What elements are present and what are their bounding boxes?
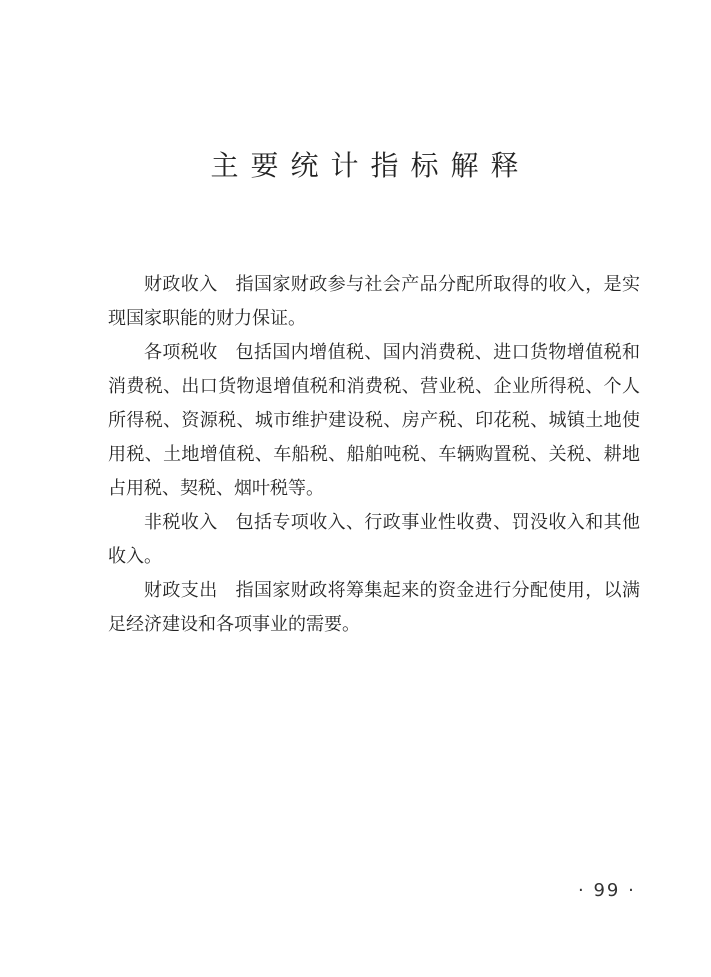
page-number: · 99 ·: [578, 880, 636, 901]
definition-term: 各项税收: [144, 342, 218, 363]
definition-text: 包括专项收入、行政事业性收费、罚没收入和其他收入。: [108, 512, 641, 567]
page-title: 主要统计指标解释: [210, 149, 531, 182]
definition-text: 指国家财政将筹集起来的资金进行分配使用，以满足经济建设和各项事业的需要。: [108, 580, 641, 635]
definition-text: 包括国内增值税、国内消费税、进口货物增值税和消费税、出口货物退增值税和消费税、营业税、企业所得税、个人所得税、资源税、城市维护建设税、房产税、印花税、城镇土地使用税、土地增值税、车船税、船舶吨税、车辆购置税、关税、耕地占用税、契税、烟叶税等。: [108, 342, 641, 499]
definition-entry-non-tax-revenue: [108, 506, 640, 574]
definition-term: 财政支出: [144, 580, 218, 601]
definition-entry-fiscal-expenditure: [108, 574, 640, 642]
definition-term: 财政收入: [144, 274, 218, 295]
definition-entry-fiscal-revenue: [108, 268, 640, 336]
definition-text: 指国家财政参与社会产品分配所取得的收入，是实现国家职能的财力保证。: [108, 274, 641, 329]
definition-term: 非税收入: [144, 512, 218, 533]
definitions-list: [108, 268, 640, 642]
definition-entry-taxes: [108, 336, 640, 506]
